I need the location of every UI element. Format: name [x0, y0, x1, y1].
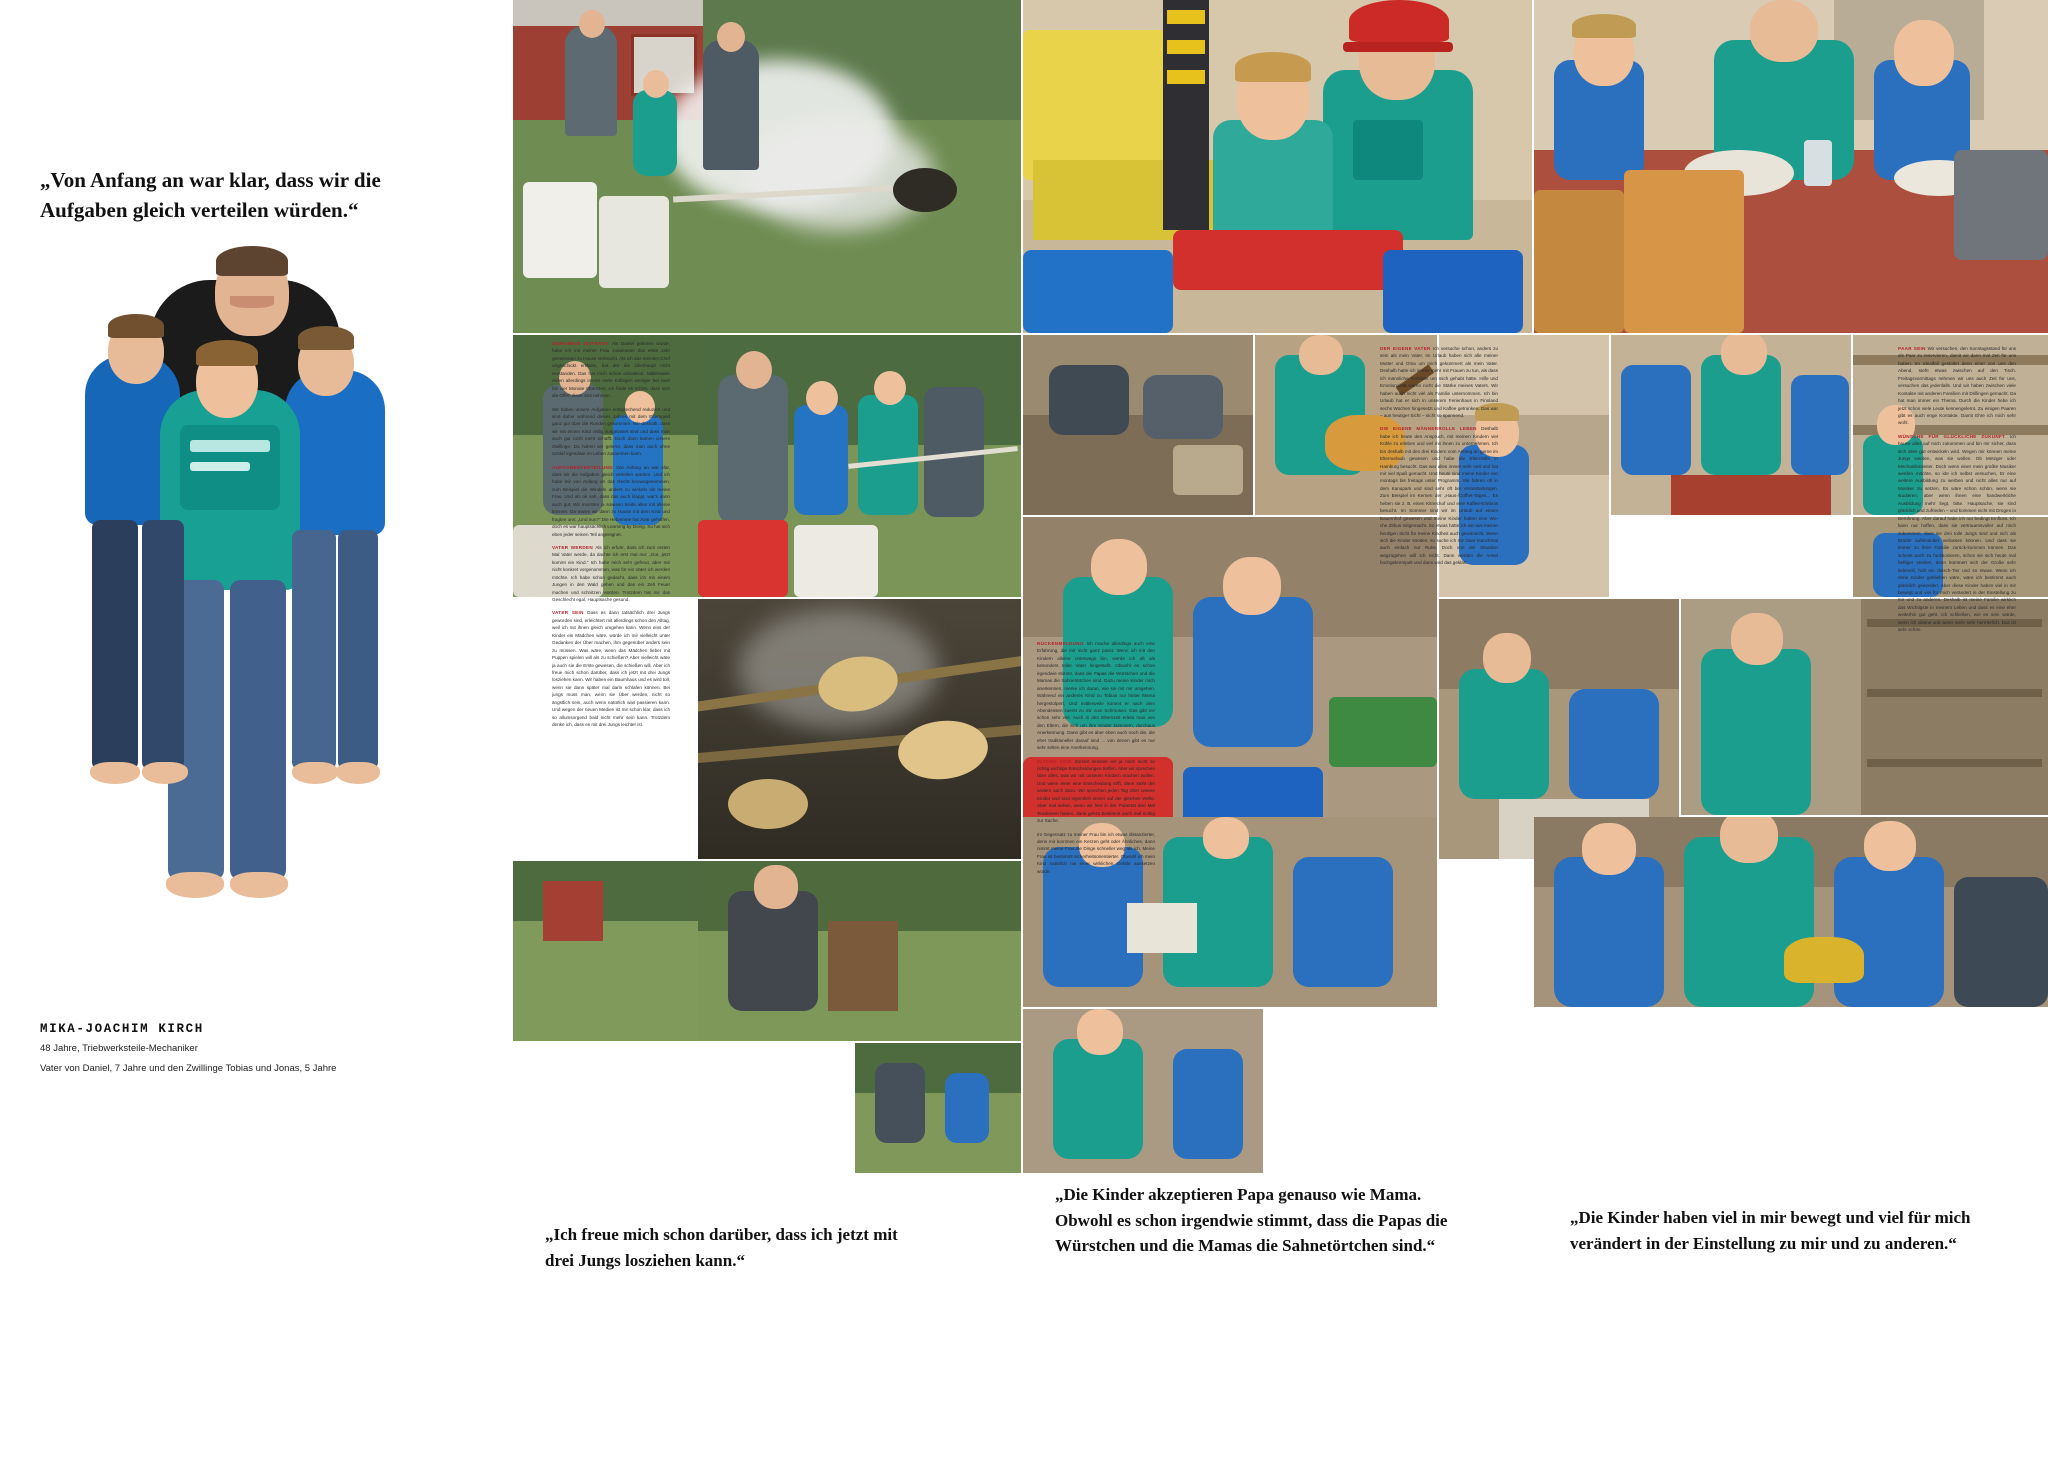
photo-bottom-bottle: [1023, 1009, 1263, 1173]
article-paragraph: DIE EIGENE MÄNNERROLLE LEBEN Deshalb habe ich heute den Anspruch, mit meinen Kindern viel Kühle zu erleben und viel mit ihnen zu unternehmen. Ich bin deshalb mit den drei Kindern vom Anfang an gerne im Elternurlaub gewesen und habe die Elternhilfe in Hamburg besucht. Das war alles immer sehr nett und hat mir viel Spaß gemacht. Und heute sind meine Kinder von montags bis freitags unter Programm. Wir fahren oft in dem Kanupark und sind sehr oft bei Veranstaltungen. Zum Beispiel im Kernen der „Haus-/Cüfftet-Tages... Es heben sie z. B. einen Kitnechof und eine Kaffee-Erlebnis besucht. Im Sommer sind wir im Urlaub auf einem Bauernhof gewesen und meine Kinder hatten eine Wo-che Zirkus mitgemacht. So etwas hätte ich mir aus meiner heutigen Sicht für meine Kindheit auch gewünscht. Wenn sich die Kinder streiten, so suche ich mir zwar manchmal auch einfach nur Ruhe, Doch von der Situation wegzugehen will ich nicht. Dann werden die Armel hochgekrempelt und dann wird das geklärt.: [1380, 426, 1498, 566]
caption-name: MIKA-JOACHIM KIRCH: [40, 1022, 204, 1036]
article-paragraph: DER EIGENE VATER Ich versuche schon, anders zu sein als mein Vater. Im Urlaub haben sich alle meiner Mutter und Oma um mich gekümmert als mein Vater. Deshalb hatte ich immer mehr mit Frauen zu tun, als dass ich männliche Vorbilder um mich gehabt hätte. Hilfe und Emotionalität waren nicht die Stärke meines Vaters. Wir haben auch nicht viel als Familie unternommen. Ich bin Urlaub hat er sich in unserem Ferienhaus in Finnland sechs Wochen hingesetzt und Kaffee getrunken, Das war – aus heutiger Sicht – nicht so spannend.: [1380, 346, 1498, 418]
photo-bottom-garden: [855, 1043, 1021, 1173]
caption-line-2: Vater von Daniel, 7 Jahre und den Zwillinge Tobias und Jonas, 5 Jahre: [40, 1063, 337, 1075]
photo-stickbread: [698, 599, 1021, 859]
photo-dino-play: [1534, 817, 2048, 1007]
article-lead-in: PAAR SEIN: [1898, 346, 1928, 351]
article-lead-in: DIE EIGENE MÄNNERROLLE LEBEN: [1380, 426, 1482, 432]
article-lead-in: VATER WERDEN: [552, 544, 596, 550]
photo-father-kitchen: [1611, 335, 1851, 515]
article-paragraph: RÜCKENMELDUNG Ich mache allerdings auch eine Erfahrung, die mir nicht ganz passt. Wenn ich mit den Kindern alleine unterwegs bin, werde ich oft als besonders toller Vater hingestellt. Obwohl es schon irgendwie stimmt, dass die Papas die Würstchen und die Mamas die Sahnetörtchen sind. Dazu meine Kinder mich anerkennen, merke ich daran, wie sie mit mir umgehen. Während ein anderes Kind zu Tobias nur hinter Mama hergestolpert, Und mittlerweile kommt er nach dem Abendessen zuerst zu mir zum Schmusen. Das gibt mir schon sehr viel. Auch in den Elternzeit erlebt man von den Eltern, die sich um ihre Kinder kümmern, durchaus Anerkennung. Dann gibt es aber eben auch noch die, die eher traditioneller darauf sind ... von denen gibt es nur sehr selten eine Anerkennung.: [1037, 641, 1155, 751]
hero-quote: „Von Anfang an war klar, dass wir die Aufgaben gleich verteilen würden.“: [40, 168, 381, 223]
article-lead-in: GEHEIMNIS ZEITKNOT: [552, 341, 612, 346]
article-lead-in: RÜCKENMELDUNG: [1037, 641, 1087, 646]
article-column-1: [552, 340, 670, 734]
article-paragraph: Im Gegensatz zu meiner Frau bin ich etwas distanzierter, denn mir kommen ein Kerzen geht oder Ähnliches, dann nimmt meine Frau die Dinge schneller weg als ich. Meine Frau ist bestimmt sicherheitsorientierter. Obwohl ich mein Kind natürlich nie einer wirklichen Gefahr aussetzen würde.: [1037, 831, 1155, 874]
photo-workshop-helmet: [1023, 0, 1532, 333]
article-paragraph: GEHEIMNIS ZEITKNOT Als Daniel geboren wurde, habe ich mit meiner Frau zusammen das erste Jahr gemeinsam zu Hause verbracht. Als ich das meinem Chef ungeschickt erklärte, hat der die Überhaupt nicht verstanden. Das hat mich schon erbosknot. Mittlerweile reden allerdings immer mehr Kollegen weniger bei zwei bis vier Monate Elternzeit, ich finde es schön, dass sich die Offen diese Zeit nehmen.: [552, 341, 670, 399]
photo-caption: [40, 1022, 440, 1076]
article-paragraph: ELTERN SEIN Zurzeit müssen wir ja noch nicht so richtig wichtige Entscheidungen treffen. Aber wir sprechen über alles, was wir mit unseren Kindern machen wollen. Und wenn einer eine Entscheidung trifft, dann steht der andere auch dazu. Wir sprechen jeden Tag über unsere Kinder und sind eigentlich immer auf der gleichen Welle. Aber mal sehen, wenn wir hier in der Pubertät drei Mal Teodoreen haben, dann geht's bestimmt auch mal richtig zur Sache.: [1037, 758, 1155, 824]
article-paragraph: WÜNSCHE FÜR GLÜCKLICHE ZUKUNFT Ich hause alles auf mich zukommen und bin mir sicher, dass sich alles gut entwickeln wird. Wegen mir können meine Jungs werden, was sie wollen. Ob Metzger oder Mechanikmeister. Doch wenn einer mein großte Musiker werden möchte, so ide ich selbst versuchen, Er eine weitere Ausbildung zu werben und nicht alles nur auf Musiker zu setzen. Es wäre schon schön, wenn sie studieren, aber wenn ihnen eine handwerkliche Ausbildung mehr liegt, bitte. Hauptsache, sie sind glücklich und zufrieden – und kommen nicht mit Drogen in Berührung. Aber darauf habe ich nur bedingt Einfluss. Ich kann nur hoffen, dass sie vertrauensvoller auf mich zukommen, dass sie drei tolle Jungs sind und sich als Brüder aufeinander verlassen können. Und dass sie immer zu ihrer Familie zurück-kommen können. Das scheint auch zu funktionieren, schon sie sich heute mal heftiger streiten, denn kümmert sich der Große sehr liebevoll, holt ein duisch-Tier und so etwas. Wenn ich ohne Kinder geblieben wäre, wäre ich bestimmt auch glücklich geworden. Aber diese Kinder haben viel in mir bewegt und viel für mich verändert in der Einstellung zu mir und zu anderen. Deshalb ist meine Familie wirklich das Wichtigste in meinem Leben und dass es eine eher weiterhin gut geht. Ich schließen, wie es sein würde, wenn ich alleine und wenn mehr sehr herrrlerlich. Das ist sehr schön.: [1898, 433, 2016, 633]
article-lead-in: WÜNSCHE FÜR GLÜCKLICHE ZUKUNFT: [1898, 433, 2010, 439]
photo-garden-wide: [513, 861, 698, 1041]
caption-line-1: 48 Jahre, Triebwerksteile-Mechaniker: [40, 1043, 198, 1054]
article-lead-in: VATER SEIN: [552, 610, 588, 616]
article-lead-in: ELTERN SEIN: [1037, 758, 1075, 764]
photo-father-chair-garden: [698, 861, 1021, 1041]
photo-hero-family: [30, 250, 450, 970]
photo-lego-floor: [1023, 335, 1253, 515]
article-paragraph: Wir haben unsere Aufgaben entsprechend reduziert und sind daher während dieses Jahres mit dem Elterngeld ganz gut über die Runden gekommen. Wir deshalb, dass wir mit einem Kind völlig ausgelastet sind und dass man auch gar nicht mehr schafft. Doch dann kamen unsere Zwillinge. Da haben wir gelernt, dass man auch ohne Schlaf irgendwie im Leben zusammen kann.: [552, 406, 670, 457]
article-column-3: [1380, 345, 1498, 573]
quote-right: „Die Kinder haben viel in mir bewegt und viel für mich verändert in der Einstellung zu mir und zu anderen.“: [1570, 1208, 1971, 1253]
photo-breakfast-table: [1534, 0, 2048, 333]
article-lead-in: DER EIGENE VATER: [1380, 346, 1433, 351]
photo-rocket-launch: [513, 0, 1021, 333]
article-paragraph: VATER WERDEN Als ich erfuhr, dass ich zum ersten Mal Vater werde, da dachte ich erst mal nur: „Gut, jetzt kommt ein Kind.“ Ich habe mich sehr gefreut, aber mir nicht konkret vorgenommen, was für ein Vater ich werden möchte. Ich habe schon gedacht, dass ich mit einem Jungen in den Wald gehen und das ein Zelt Feuer machen und schnitzen würden. Trotzdem hat mir das Geschlecht egal, Hauptsache gesund.: [552, 544, 670, 602]
article-paragraph: AUFGABENVERTEILUNG Von Anfang an war klar, dass wir die Aufgaben gleich verteilen würden. Und ich habe mir von Anfang an das Recht herausgenommen, zum Beispiel die Windeln anders zu wickeln als meine Frau. Und als ok sah, dass das auch klappt, war's dann auch gut. Wir mussten ja sowieso beide alles mit alleine können. Da waren wir dann zu Hause mit dem Kind und fragten uns: „Und nun?“ Die Hebamme hat zwar geholfen, doch es war hauptsächlich Learning by Doing. So hat sich eben jeder seinen Teil angeeignet.: [552, 464, 670, 537]
article-column-2: [1037, 640, 1155, 881]
photo-garden-chairs: [698, 335, 1021, 597]
article-column-4: [1898, 345, 2016, 640]
quote-left: „Ich freue mich schon darüber, dass ich jetzt mit drei Jungs losziehen kann.“: [545, 1225, 898, 1270]
article-paragraph: PAAR SEIN Wir versuchen, den Sonntagsstand für uns als Paar zu reservieren, damit wir dann mal Zeit für uns haben. Im Idealfall gestaltet denn einer von uns den Abend, steht etwas zwischen auf den Tisch. Freitagsvormittags nehmen wir uns auch Zeit für uns, versuchen das jedenfalls. Und wir haben zwischen viele Kontakte mit anderen Familien mit Drillingen gemacht. Da hat man immer ein Thema. Durch die Kinder hebe ich jetzt schon viele Leute kennengelernt. Zu einigen Paaren gibt es auch enge Kontakte. Damit Ehre ich mich sehr wohl.: [1898, 346, 2016, 426]
article-lead-in: AUFGABENVERTEILUNG: [552, 464, 617, 470]
quote-middle: „Die Kinder akzeptieren Papa genauso wie Mama. Obwohl es schon irgendwie stimmt, dass die Papas die Würstchen und die Mamas die Sahnetörtchen sind.“: [1055, 1185, 1448, 1255]
article-paragraph: VATER SEIN Dass es dann tatsächlich drei Jungs geworden sind, erleichtert mit allerdings schon den Alltag, weil ich mit ihnen gleich umgehen kann. Wenn eins der Kinder ein Mädchen wäre, würde ich mir vielleicht unter Gedanken der Über machen, ihm gegenüber anders sein zu müssen. Was wäre, wenn das Mädchen lieber mit Puppen spielen will als zu schießen? Aber vielleicht wäre ja auch sie die Erste gewesen, die schießen will. Aber ich freue mich schon darüber, dass ich jetzt mit drei Jungs losziehen kann. Wir haben ein Baumhaus und es wird toll, wenn sie dann später mal darin schlafen können. Bei jungs muss man, wenn sie Über werden, nicht so ängstlich sein, auch wenn natürlich was passieren kann. Und wegen der neuen Medien ist mir schon klar, dass ich so allumsorgend bald nicht mehr sein kann. Trotzdem denke ich, dass es mit drei Jungs leichter ist.: [552, 610, 670, 727]
